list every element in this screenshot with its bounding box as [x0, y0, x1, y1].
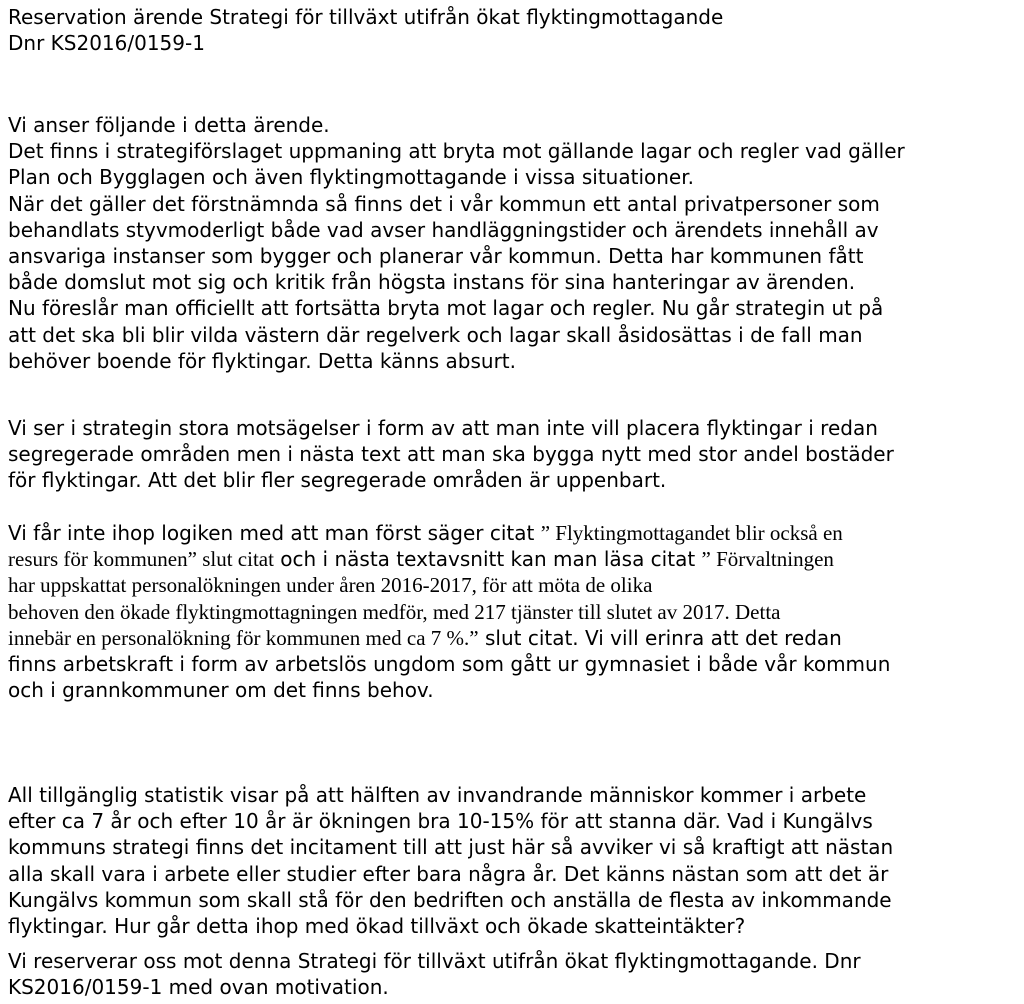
document-title: Reservation ärende Strategi för tillväxt utifrån ökat flyktingmottagande [8, 5, 724, 29]
document-reference-number: Dnr KS2016/0159-1 [8, 31, 205, 56]
text-line [8, 546, 890, 572]
quote-line: behoven den ökade flyktingmottagningen medför, med 217 tjänster till slutet av 2017. Detta [8, 599, 781, 624]
text-line: Nu föreslår man officiellt att fortsätta bryta mot lagar och regler. Nu går strategin ut på [8, 296, 884, 321]
text-line: segregerade områden men i nästa text att man ska bygga nytt med stor andel bostäder [8, 442, 894, 467]
quote-line: har uppskattat personalökningen under åren 2016-2017, för att möta de olika [8, 573, 653, 598]
text-line [8, 625, 890, 651]
text-line: ansvariga instanser som bygger och planerar vår kommun. Detta har kommunen fått [8, 243, 864, 268]
text-line: Det finns i strategiförslaget uppmaning att bryta mot gällande lagar och regler vad gäller [8, 139, 905, 164]
text-line: När det gäller det förstnämnda så finns det i vår kommun ett antal privatpersoner som [8, 191, 880, 216]
paragraph-4 [8, 782, 893, 939]
text-line: Vi anser följande i detta ärende. [8, 113, 330, 137]
text-segment: Vi får inte ihop logiken med att man först säger citat [8, 521, 541, 545]
paragraph-2 [8, 415, 894, 494]
paragraph-3 [8, 520, 890, 703]
text-segment: och i nästa textavsnitt kan man läsa citat [273, 547, 702, 572]
text-line: Plan och Bygglagen och även flyktingmottagande i vissa situationer. [8, 165, 694, 190]
text-line: KS2016/0159-1 med ovan motivation. [8, 975, 389, 1000]
document-header [8, 4, 723, 56]
text-line: All tillgänglig statistik visar på att hälften av invandrande människor kommer i arbete [8, 783, 867, 807]
text-line: Kungälvs kommun som skall stå för den bedriften och anställa de flesta av inkommande [8, 887, 892, 912]
text-line: Vi reserverar oss mot denna Strategi för tillväxt utifrån ökat flyktingmottagande. Dnr [8, 949, 861, 973]
paragraph-1 [8, 112, 905, 374]
quote-segment: ” Förvaltningen [701, 547, 834, 572]
quote-segment: innebär en personalökning för kommunen med ca 7 %.” [8, 625, 479, 650]
quote-segment: resurs för kommunen” slut citat [8, 547, 274, 572]
text-line: alla skall vara i arbete eller studier efter bara några år. Det känns nästan som att det är [8, 861, 889, 886]
text-segment: slut citat. Vi vill erinra att det redan [478, 625, 842, 650]
text-line: behöver boende för flyktingar. Detta känns absurt. [8, 348, 516, 373]
text-line: behandlats styvmoderligt både vad avser handläggningstider och ärendets innehåll av [8, 217, 879, 242]
text-line: Vi ser i strategin stora motsägelser i form av att man inte vill placera flyktingar i redan [8, 416, 878, 440]
text-line: att det ska bli blir vilda västern där regelverk och lagar skall åsidosättas i de fall man [8, 322, 863, 347]
text-line: både domslut mot sig och kritik från högsta instans för sina hanteringar av ärenden. [8, 270, 856, 295]
text-line: efter ca 7 år och efter 10 år är ökningen bra 10-15% för att stanna där. Vad i Kungälvs [8, 809, 873, 834]
text-line: flyktingar. Hur går detta ihop med ökad tillväxt och ökade skatteintäkter? [8, 913, 746, 938]
text-line: och i grannkommuner om det finns behov. [8, 678, 434, 703]
quote-segment: ” Flyktingmottagandet blir också en [540, 521, 843, 545]
text-line: för flyktingar. Att det blir fler segregerade områden är uppenbart. [8, 468, 667, 493]
paragraph-5 [8, 948, 861, 1000]
text-line: finns arbetskraft i form av arbetslös ungdom som gått ur gymnasiet i både vår kommun [8, 651, 891, 676]
text-line [8, 520, 890, 546]
text-line: kommuns strategi finns det incitament till att just här så avviker vi så kraftigt att nästan [8, 835, 894, 860]
